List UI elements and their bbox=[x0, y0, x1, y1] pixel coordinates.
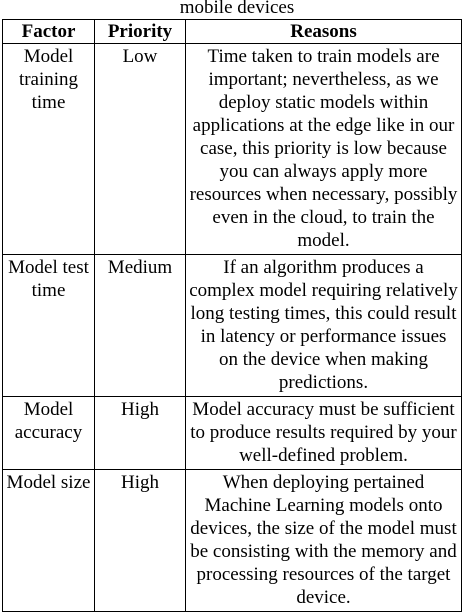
header-priority: Priority bbox=[95, 20, 186, 44]
factor-cell: Model size bbox=[3, 470, 95, 612]
table-header-row bbox=[3, 20, 462, 44]
header-factor: Factor bbox=[3, 20, 95, 44]
table-caption: mobile devices bbox=[179, 0, 295, 18]
table-row bbox=[3, 255, 462, 397]
priority-cell: Medium bbox=[95, 255, 186, 397]
priority-cell: High bbox=[95, 397, 186, 470]
table-row bbox=[3, 44, 462, 255]
reasons-cell: Time taken to train models are important; nevertheless, as we deploy static models within applications at the edge like in our case, this priority is low because you can always apply more resources when necessary, possibly even in the cloud, to train the model. bbox=[186, 44, 462, 255]
header-reasons: Reasons bbox=[186, 20, 462, 44]
table-row bbox=[3, 397, 462, 470]
factor-priority-table bbox=[2, 19, 462, 612]
reasons-cell: When deploying pertained Machine Learning models onto devices, the size of the model must be consisting with the memory and processing resources of the target device. bbox=[186, 470, 462, 612]
priority-cell: Low bbox=[95, 44, 186, 255]
factor-cell: Model training time bbox=[3, 44, 95, 255]
factor-cell: Model test time bbox=[3, 255, 95, 397]
priority-cell: High bbox=[95, 470, 186, 612]
reasons-cell: Model accuracy must be sufficient to produce results required by your well-defined problem. bbox=[186, 397, 462, 470]
factor-cell: Model accuracy bbox=[3, 397, 95, 470]
table-row bbox=[3, 470, 462, 612]
reasons-cell: If an algorithm produces a complex model requiring relatively long testing times, this could result in latency or performance issues on the device when making predictions. bbox=[186, 255, 462, 397]
